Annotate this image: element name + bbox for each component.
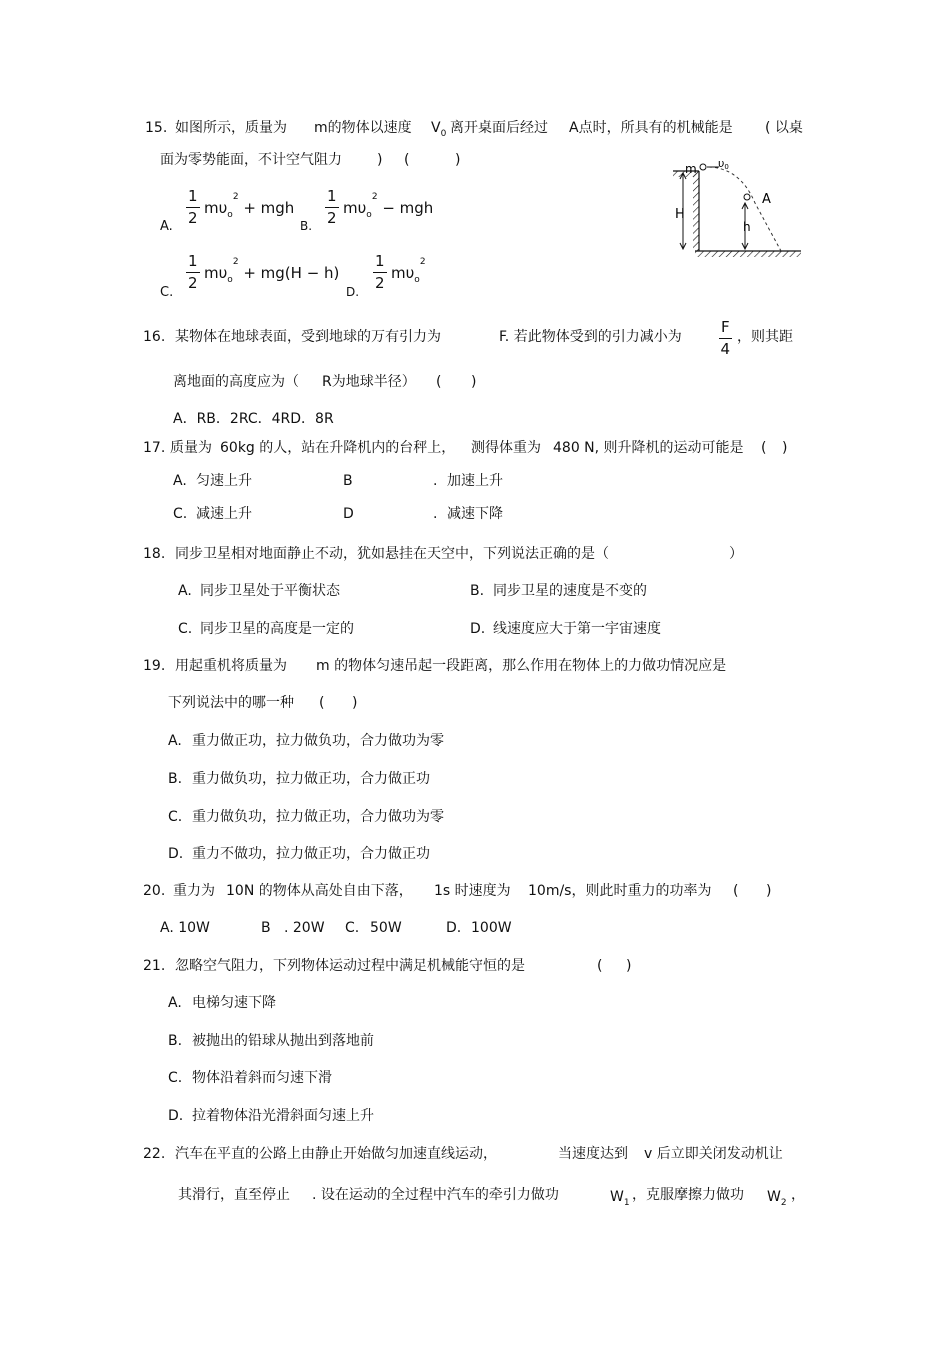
q15-option-b-label: B. bbox=[300, 219, 313, 233]
figure-label-v0: υ0 bbox=[718, 157, 729, 171]
q16-stem-part: ，则其距 bbox=[737, 329, 793, 345]
q18-option-d: 线速度应大于第一宇宙速度 bbox=[493, 621, 661, 637]
q16-stem-line2: 离地面的高度应为（ bbox=[173, 374, 299, 390]
q19-option-c-label: C. bbox=[168, 809, 183, 825]
q19-option-b: 重力做负功，拉力做正功，合力做正功 bbox=[192, 771, 430, 787]
q18-option-c: 同步卫星的高度是一定的 bbox=[200, 621, 354, 637]
q15-option-d-label: D. bbox=[346, 285, 360, 299]
q18-answer-close: ） bbox=[729, 546, 743, 562]
q16-stem-line2: R为地球半径） bbox=[322, 374, 416, 390]
q20-answer-open: ( bbox=[733, 883, 739, 899]
q17-option-d-dot: . bbox=[433, 506, 438, 522]
q22-w1: $W_1$ bbox=[610, 1189, 630, 1208]
q15-v0: $V_0$ bbox=[431, 120, 447, 139]
q21-option-d-label: D. bbox=[168, 1108, 184, 1124]
q20-option-b-label: B bbox=[261, 920, 271, 936]
point-a-marker bbox=[744, 194, 750, 200]
q17-option-d-label: D bbox=[343, 506, 354, 522]
q21-answer-open: ( bbox=[597, 958, 603, 974]
q16-answer-open: ( bbox=[436, 374, 442, 390]
q15-option-c-fraction: 1 2 bbox=[188, 252, 198, 292]
q15-stem-part: m的物体以速度 bbox=[314, 120, 412, 136]
q20-stem-part: 1s 时速度为 bbox=[434, 883, 511, 899]
q18-option-a-label: A. bbox=[178, 583, 192, 599]
q22-stem-line2: . 设在运动的全过程中汽车的牵引力做功 bbox=[312, 1187, 559, 1203]
q17-stem-part: 质量为 bbox=[170, 440, 212, 456]
q19-stem-line2: 下列说法中的哪一种 bbox=[168, 695, 294, 711]
q22-stem-line2: 其滑行，直至停止 bbox=[178, 1187, 290, 1203]
q21-number: 21. bbox=[143, 958, 166, 974]
q16-stem-part: 某物体在地球表面，受到地球的万有引力为 bbox=[175, 329, 441, 345]
q15-answer-open: ( bbox=[404, 152, 410, 168]
q22-stem-part: 当速度达到 bbox=[558, 1146, 628, 1162]
q22-w2: $W_2$ bbox=[767, 1189, 787, 1208]
q17-number: 17. bbox=[143, 440, 166, 456]
q18-option-a: 同步卫星处于平衡状态 bbox=[200, 583, 340, 599]
q21-option-b-label: B. bbox=[168, 1033, 183, 1049]
q19-option-a: 重力做正功，拉力做负功，合力做功为零 bbox=[192, 733, 444, 749]
q21-option-a: 电梯匀速下降 bbox=[192, 995, 276, 1011]
q19-option-c: 重力做负功，拉力做正功，合力做功为零 bbox=[192, 809, 444, 825]
ground-hatch bbox=[695, 251, 801, 257]
figure-label-m: m bbox=[685, 162, 697, 176]
q21-option-b: 被抛出的铅球从抛出到落地前 bbox=[192, 1033, 374, 1049]
q19-stem-part: 用起重机将质量为 bbox=[175, 658, 287, 674]
q21-option-c-label: C. bbox=[168, 1070, 183, 1086]
q20-option-c: 50W bbox=[370, 920, 402, 936]
q15-option-d-expr: $m\upsilon_o^2$ bbox=[391, 257, 426, 285]
q19-stem-part: m 的物体匀速吊起一段距离，那么作用在物体上的力做功情况应是 bbox=[316, 658, 727, 674]
q20-stem-part: 重力为 bbox=[173, 883, 215, 899]
q15-stem-part: 离开桌面后经过 bbox=[450, 120, 548, 136]
q20-option-d-label: D. bbox=[446, 920, 462, 936]
q15-option-a-fraction: 1 2 bbox=[188, 187, 198, 227]
q19-option-b-label: B. bbox=[168, 771, 183, 787]
q15-number: 15. bbox=[145, 120, 168, 136]
q21-option-d: 拉着物体沿光滑斜面匀速上升 bbox=[192, 1108, 374, 1124]
q15-stem-part: 如图所示，质量为 bbox=[175, 120, 287, 136]
figure-label-h: h bbox=[743, 220, 751, 234]
q21-option-c: 物体沿着斜而匀速下滑 bbox=[192, 1070, 332, 1086]
q17-option-a-label: A. bbox=[173, 473, 187, 489]
q22-comma: ， bbox=[791, 1187, 805, 1203]
q15-projectile-figure bbox=[665, 155, 807, 265]
q19-option-d: 重力不做功，拉力做正功，合力做正功 bbox=[192, 846, 430, 862]
q16-fraction: F 4 bbox=[720, 318, 731, 358]
q17-option-c-label: C. bbox=[173, 506, 188, 522]
q15-paren: ) bbox=[377, 152, 383, 168]
figure-label-H: H bbox=[675, 207, 685, 222]
q21-answer-close: ) bbox=[626, 958, 632, 974]
q15-option-b-fraction: 1 2 bbox=[327, 187, 337, 227]
q18-option-c-label: C. bbox=[178, 621, 193, 637]
q22-stem-line2: ，克服摩擦力做功 bbox=[632, 1187, 744, 1203]
table-side-hatch bbox=[693, 171, 699, 251]
q16-answer-close: ) bbox=[471, 374, 477, 390]
q20-option-a: A. 10W bbox=[160, 920, 210, 936]
q17-option-a: 匀速上升 bbox=[196, 473, 252, 489]
q15-option-b-expr: $m\upsilon_o^2$ − mgh bbox=[343, 192, 434, 220]
q19-option-a-label: A. bbox=[168, 733, 182, 749]
q15-stem-part: A点时，所具有的机械能是 bbox=[569, 120, 733, 136]
q15-option-c-expr: $m\upsilon_o^2 + mg(H - h)$ bbox=[204, 257, 340, 285]
q17-answer-open: ( bbox=[761, 440, 767, 456]
q15-option-c-label: C. bbox=[160, 285, 174, 300]
q19-number: 19. bbox=[143, 658, 166, 674]
q15-stem-line2: 面为零势能面，不计空气阻力 bbox=[160, 152, 342, 168]
q17-option-c: 减速上升 bbox=[196, 506, 252, 522]
q16-stem-part: F. 若此物体受到的引力减小为 bbox=[499, 329, 682, 345]
q20-stem-part: 10N 的物体从高处自由下落， bbox=[226, 883, 413, 899]
q21-stem: 忽略空气阻力，下列物体运动过程中满足机械能守恒的是 bbox=[175, 958, 525, 974]
q21-option-a-label: A. bbox=[168, 995, 182, 1011]
q15-answer-close: ) bbox=[455, 152, 461, 168]
q19-answer-open: ( bbox=[319, 695, 325, 711]
q19-answer-close: ) bbox=[352, 695, 358, 711]
q20-stem-part: 10m/s，则此时重力的功率为 bbox=[528, 883, 712, 899]
q19-option-d-label: D. bbox=[168, 846, 184, 862]
q18-option-b: 同步卫星的速度是不变的 bbox=[493, 583, 647, 599]
q18-option-b-label: B. bbox=[470, 583, 485, 599]
q17-stem-part: 480 N, 则升降机的运动可能是 bbox=[553, 440, 744, 456]
q17-option-b-dot: . bbox=[433, 473, 438, 489]
q16-options: A．RB．2RC．4RD．8R bbox=[173, 411, 334, 427]
q20-option-d: 100W bbox=[471, 920, 512, 936]
q17-stem-part: 测得体重为 bbox=[471, 440, 541, 456]
q18-option-d-label: D. bbox=[470, 621, 486, 637]
q15-option-a-expr: $m\upsilon_o^2$ + mgh bbox=[204, 192, 295, 220]
q18-stem: 同步卫星相对地面静止不动，犹如悬挂在天空中，下列说法正确的是（ bbox=[175, 546, 609, 562]
q16-number: 16. bbox=[143, 329, 166, 345]
q15-option-d-fraction: 1 2 bbox=[375, 252, 385, 292]
q20-option-b: . 20W bbox=[284, 920, 325, 936]
q17-stem-part: 60kg 的人，站在升降机内的台秤上， bbox=[220, 440, 456, 456]
q22-stem-part: v 后立即关闭发动机让 bbox=[644, 1146, 783, 1162]
q15-stem-part: ( 以桌 bbox=[765, 120, 803, 136]
q15-option-a-label: A. bbox=[160, 219, 173, 234]
q17-option-d: 减速下降 bbox=[447, 506, 503, 522]
q22-stem-part: 汽车在平直的公路上由静止开始做匀加速直线运动， bbox=[175, 1146, 497, 1162]
q22-number: 22. bbox=[143, 1146, 166, 1162]
object-ball bbox=[700, 164, 706, 170]
figure-label-a: A bbox=[762, 192, 771, 207]
q20-option-c-label: C. bbox=[345, 920, 360, 936]
q17-answer-close: ) bbox=[782, 440, 788, 456]
q17-option-b: 加速上升 bbox=[447, 473, 503, 489]
q17-option-b-label: B bbox=[343, 473, 353, 489]
q18-number: 18. bbox=[143, 546, 166, 562]
q20-number: 20. bbox=[143, 883, 166, 899]
q20-answer-close: ) bbox=[766, 883, 772, 899]
